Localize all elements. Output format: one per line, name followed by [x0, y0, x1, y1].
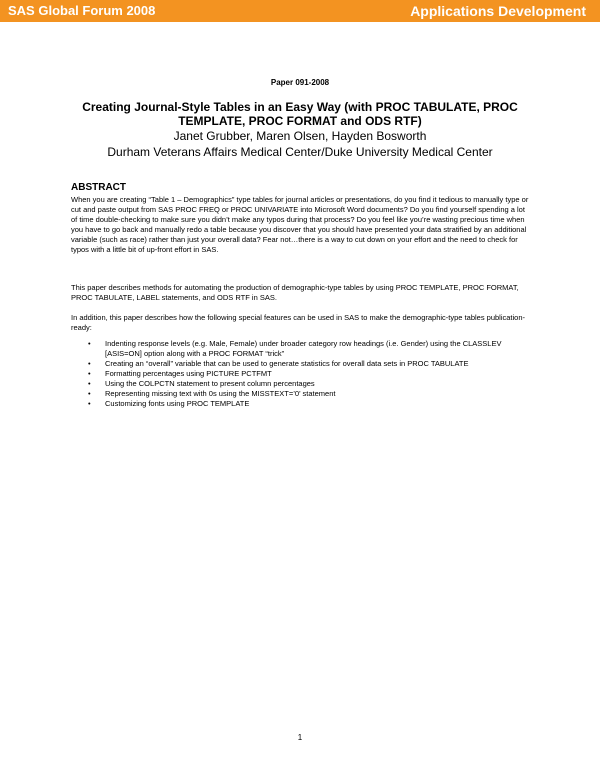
- page-header-bar: [0, 0, 600, 22]
- list-item: • Using the COLPCTN statement to present column percentages: [71, 379, 511, 389]
- conference-name: SAS Global Forum 2008: [8, 3, 156, 18]
- abstract-paragraph: This paper describes methods for automating the production of demographic-type tables by using PROC TEMPLATE, PROC FORMAT, PROC TABULATE, LABEL statements, and ODS RTF in SAS.: [71, 283, 519, 302]
- paper-title: Creating Journal-Style Tables in an Easy Way (with PROC TABULATE, PROC TEMPLATE, PROC FORMAT and ODS RTF): [82, 100, 518, 128]
- abstract-heading: ABSTRACT: [71, 182, 126, 193]
- list-item: • Creating an “overall” variable that can be used to generate statistics for overall data sets in PROC TABULATE: [71, 359, 511, 369]
- page-number: 1: [297, 733, 303, 742]
- list-item: • Formatting percentages using PICTURE PCTFMT: [71, 369, 511, 379]
- list-item: • Representing missing text with 0s using the MISSTEXT=’0’ statement: [71, 389, 511, 399]
- abstract-paragraph: In addition, this paper describes how the following special features can be used in SAS to make the demographic-type tables publication-ready:: [71, 313, 526, 332]
- feature-list: [71, 339, 511, 409]
- list-item: • Indenting response levels (e.g. Male, Female) under broader category row headings (i.e. Gender) using the CLASSLEV [ASIS=ON] option along with a PROC FORMAT “trick”: [71, 339, 511, 359]
- paper-number: Paper 091-2008: [270, 78, 330, 87]
- section-name: Applications Development: [410, 3, 586, 19]
- abstract-paragraph: When you are creating “Table 1 – Demographics” type tables for journal articles or presentations, do you find it tedious to manually type or cut and paste output from SAS PROC FREQ or PROC UNIVARIATE into Microsoft Word documents? Do you find yourself spending a lot of time double-checking to make sure you didn’t make any typos during that process? Do you feel like you’re wasting precious time when you have to go back and manually redo a table because you discover that you should have presented your data stratified by an additional variable (such as race) rather than just your overall data? Fear not…there is a way to cut down on your effort and the need to check for typos with a little bit of up-front effort in SAS.: [71, 195, 529, 254]
- list-item: • Customizing fonts using PROC TEMPLATE: [71, 399, 511, 409]
- affiliation: Durham Veterans Affairs Medical Center/Duke University Medical Center: [107, 145, 493, 159]
- authors: Janet Grubber, Maren Olsen, Hayden Bosworth: [173, 129, 427, 143]
